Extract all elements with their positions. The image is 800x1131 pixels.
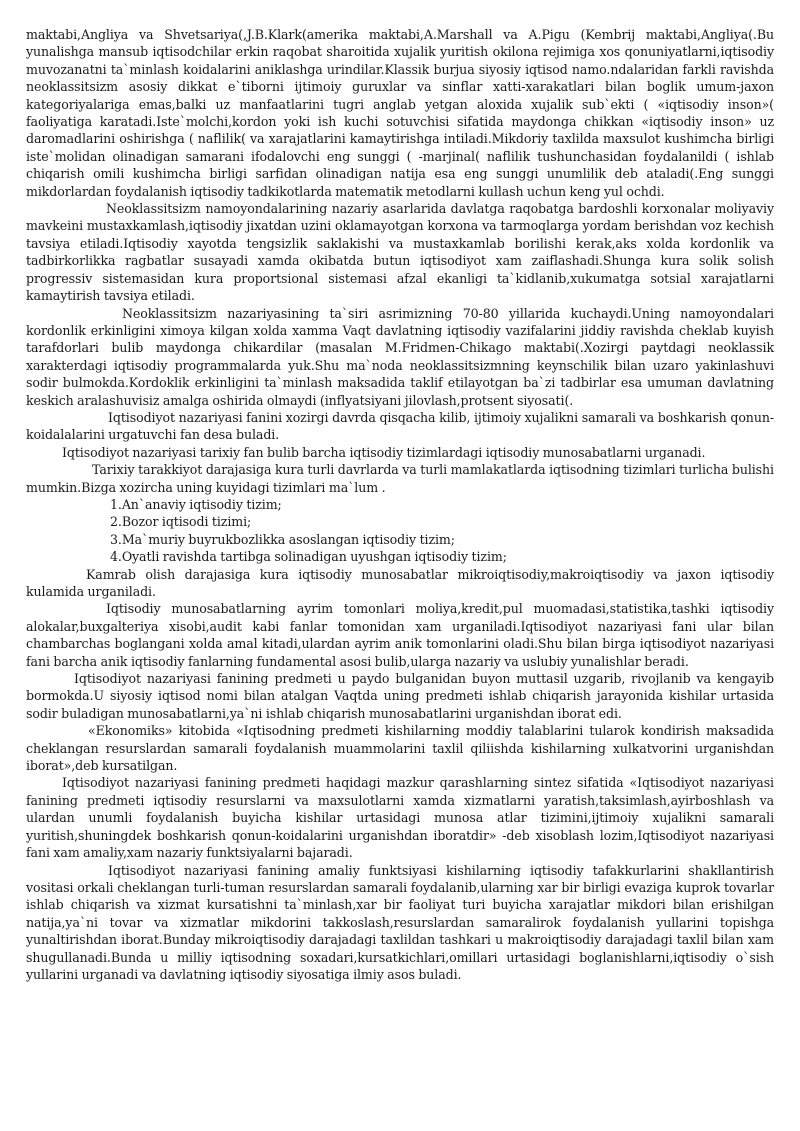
paragraph-economic-theory-definition: Iqtisodiyot nazariyasi fanini xozirgi davrda qisqacha kilib, ijtimoiy xujalikni samarali va boshkarish qonun-koidalalarini urgatuvchi fan desa buladi. bbox=[26, 409, 774, 443]
paragraph-subject-synthesis: Iqtisodiyot nazariyasi fanining predmeti haqidagi mazkur qarashlarning sintez sifatida «Iqtisodiyot nazariyasi fanining predmeti iqtisodiy resurslarni va maxsulotlarni xamda xizmatlarni yaratish,taksimlash,ayirboshlash va ulardan unumli foydalanish buyicha kishilar urtasidagi munosa atlar tizimini,ijtimoiy xujalikni samarali yuritish,shuningdek boshkarish qonun-koidalarini urganishdan iboratdir» -deb xisoblash lozim,Iqtisodiyot nazariyasi fani xam amaliy,xam nazariy funktsiyalarni bajaradi. bbox=[26, 775, 774, 861]
paragraph-neoclassical-influence: Neoklassitsizm nazariyasining ta`siri asrimizning 70-80 yillarida kuchaydi.Uning namoyondalari kordonlik erkinligini ximoya kilgan xolda xamma Vaqt davlatning iqtisodiy vazifalarini jiddiy ravishda cheklab kuyish tarafdorlari bulib maydonga chikardilar (masalan M.Fridmen-Chikago maktabi(.Xozirgi paytdagi neoklassik xarakterdagi iqtisodiy programmalarda yuk.Shu ma`noda neoklassitsizmning keynschilik bilan uzaro yakinlashuvi sodir bulmokda.Kordoklik erkinligini ta`minlash maksadida taklif etilayotgan ba`zi tadbirlar esa umuman davlatning keskich aralashuvisiz amalga oshirida olmaydi (inflyatsiyani jilovlash,protsent siyosati(. bbox=[26, 305, 774, 408]
paragraph-scope-levels: Kamrab olish darajasiga kura iqtisodiy munosabatlar mikroiqtisodiy,makroiqtisodiy va jaxon iqtisodiy kulamida urganiladi. bbox=[26, 566, 774, 599]
paragraph-state-recommendations: Neoklassitsizm namoyondalarining nazariy asarlarida davlatga raqobatga bardoshli korxonalar moliyaviy mavkeini mustaxkamlash,iqtisodiy jixatdan uzini oklamayotgan korxona va tarmoqlarga yordam berishdan voz kechish tavsiya etiladi.Iqtisodiy xayotda tengsizlik saklakishi va mustaxkamlab borilishi kerak,aks xolda kordonlik va tadbirkorlikka ragbatlar susayadi xamda okibatda butun iqtisodiyot xam zaiflashadi.Shunga kura solik solish progressiv sistemasidan kura proportsional sistemasi afzal ekanligi ta`kidlanib,xukumatga sotsial xarajatlarni kamaytirish tavsiya etiladi. bbox=[26, 201, 774, 304]
paragraph-related-sciences: Iqtisodiy munosabatlarning ayrim tomonlari moliya,kredit,pul muomadasi,statistika,tashki iqtisodiy alokalar,buxgalteriya xisobi,audit kabi fanlar tomonidan xam urganiladi.Iqtisodiyot nazariyasi fani ular bilan chambarchas boglangani xolda amal kitadi,ulardan ayrim anik tomonlarini oladi.Shu bilan birga iqtisodiyot nazariyasi fani barcha anik iqtisodiy fanlarning fundamental asosi bulib,ularga nazariy va uslubiy yunalishlar beradi. bbox=[26, 601, 774, 669]
paragraph-historical-science: Iqtisodiyot nazariyasi tarixiy fan bulib barcha iqtisodiy tizimlardagi iqtisodiy munosabatlarni urganadi. bbox=[62, 444, 706, 460]
list-item: 1.An`anaviy iqtisodiy tizim; bbox=[110, 496, 282, 512]
list-item: 3.Ma`muriy buyrukbozlikka asoslangan iqtisodiy tizim; bbox=[110, 531, 455, 547]
list-item: 2.Bozor iqtisodi tizimi; bbox=[110, 514, 252, 530]
paragraph-economic-systems-intro: Tarixiy tarakkiyot darajasiga kura turli davrlarda va turli mamlakatlarda iqtisodning tizimlari turlicha bulishi mumkin.Bizga xozircha uning kuyidagi tizimlari ma`lum . bbox=[26, 462, 774, 495]
paragraph-practical-function: Iqtisodiyot nazariyasi fanining amaliy funktsiyasi kishilarning iqtisodiy tafakkurlarini shakllantirish vositasi orkali cheklangan turli-tuman resurslardan samarali foydalanib,ularning xar bir birligi evaziga kuprok tovarlar ishlab chiqarish va xizmat kursatishni ta`minlash,xar bir faoliyat turi buyicha xarajatlar mikdori bilan erishilgan natija,ya`ni tovar va xizmatlar mikdorini takkoslash,resurslardan samaralirok foydalanish yullarini topishga yunaltirishdan iborat.Bunday mikroiqtisodiy darajadagi taxlildan tashkari u makroiqtisodiy darajadagi taxlil bilan xam shugullanadi.Bunda u milliy iqtisodning soxadari,kursatkichlari,omillari urtasidagi boglanishlarni,iqtisodiy o`sish yullarini urganadi va davlatning iqtisodiy siyosatiga ilmiy asos buladi. bbox=[26, 862, 774, 982]
economic-systems-list bbox=[26, 496, 774, 566]
paragraph-economics-book: «Ekonomiks» kitobida «Iqtisodning predmeti kishilarning moddiy talablarini tularok kondirish maksadida cheklangan resurslardan samarali foydalanish muammolarini taxlil qiliishda kishilarning xulkatvorini urganishdan iborat»,deb kursatilgan. bbox=[26, 723, 774, 774]
paragraph-subject-evolution: Iqtisodiyot nazariyasi fanining predmeti u paydo bulganidan buyon muttasil uzgarib, rivojlanib va kengayib bormokda.U siyosiy iqtisod nomi bilan atalgan Vaqtda uning predmeti ishlab chiqarish jarayonida kishilar urtasida sodir buladigan munosabatlarni,ya`ni ishlab chiqarish munosabatlarini urganishdan iborat edi. bbox=[26, 671, 774, 721]
list-item: 4.Oyatli ravishda tartibga solinadigan uyushgan iqtisodiy tizim; bbox=[110, 549, 507, 565]
paragraph-neoclassical-schools: maktabi,Angliya va Shvetsariya(,J.B.Klark(amerika maktabi,A.Marshall va A.Pigu (Kembrij maktabi,Angliya(.Bu yunalishga mansub iqtisodchilar erkin raqobat sharoitida xujalik yuritish okilona rejimiga xos qonuniyatlarni,iqtisodiy muvozanatni ta`minlash koidalarini aniklashga urindilar.Klassik burjua siyosiy iqtisod namo.ndalaridan farkli ravishda neoklassitsizm asosiy dikkat e`tiborni ijtimoiy guruxlar va sinflar xatti-xarakatlari bilan boglik umum-jaxon kategoriyalariga emas,balki uz manfaatlarini tugri anglab yetgan aloxida xujalik sub`ekti ( «iqtisodiy inson»( faoliyatiga karatadi.Iste`molchi,kordon yoki ish kuchi sotuvchisi sifatida maydonga chikkan «iqtisodiy inson» uz daromadlarini oshirishga ( naflilik( va xarajatlarini kamaytirishga intiladi.Mikdoriy taxlilda maxsulot kushimcha birligi iste`molidan olinadigan samarani ifodalovchi eng sunggi ( -marjinal( naflilik tushunchasidan foydalanildi ( ishlab chiqarish omili kushimcha birligi sarfidan olinadigan natija esa eng sunggi unumlilik deb ataladi(.Eng sunggi mikdorlardan foydalanish iqtisodiy tadkikotlarda matematik metodlarni kullash uchun keng yul ochdi. bbox=[26, 27, 774, 199]
